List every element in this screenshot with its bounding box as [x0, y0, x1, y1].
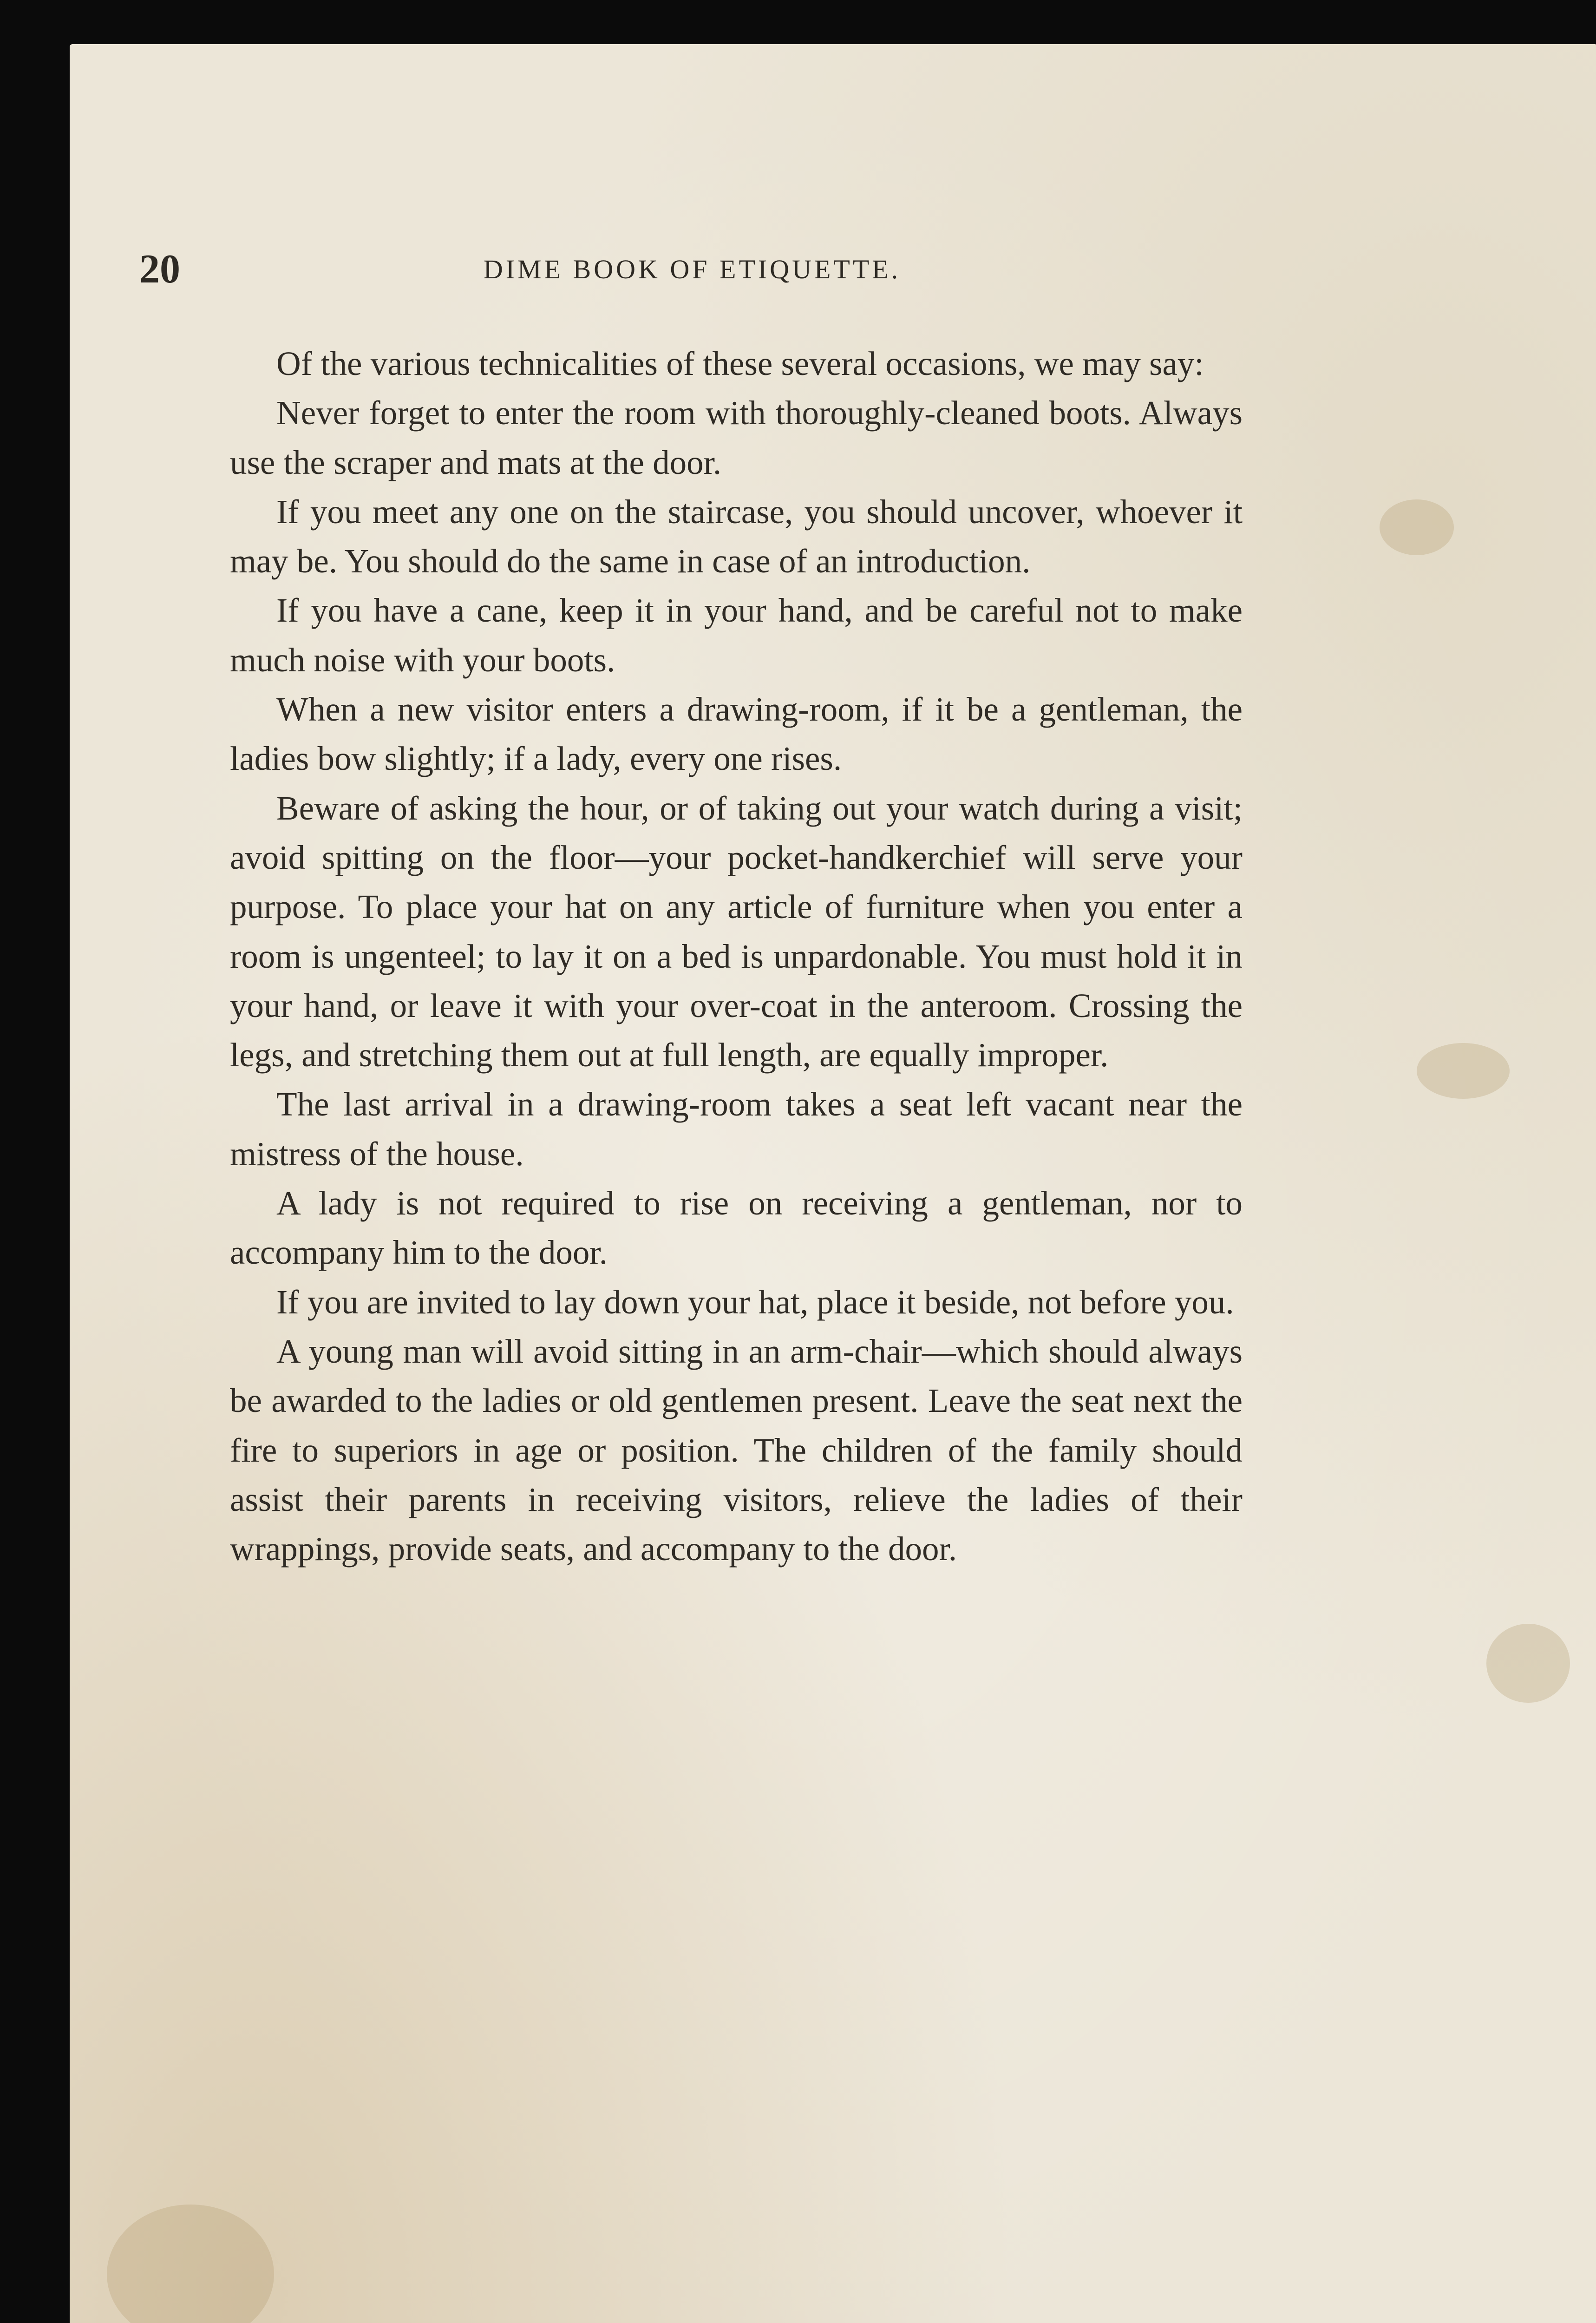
page-stain [1417, 1043, 1510, 1099]
paragraph: Never forget to enter the room with thoroughly-cleaned boots. Always use the scraper and mats at the door. [230, 394, 1243, 481]
running-head: DIME BOOK OF ETIQUETTE. [483, 254, 901, 284]
page-header [139, 244, 1245, 295]
body-text [230, 339, 1243, 1574]
paragraph: The last arrival in a drawing-room takes a seat left vacant near the mistress of the house. [230, 1085, 1243, 1173]
paragraph: If you have a cane, keep it in your hand, and be careful not to make much noise with your boots. [230, 591, 1243, 679]
paragraph: If you meet any one on the staircase, you should uncover, whoever it may be. You should do the same in case of an introduction. [230, 492, 1243, 580]
paragraph: A lady is not required to rise on receiving a gentleman, nor to accompany him to the door. [230, 1184, 1243, 1272]
page-stain [1486, 1624, 1570, 1703]
paragraph: Of the various technicalities of these several occasions, we may say: [276, 345, 1204, 382]
paragraph: Beware of asking the hour, or of taking out your watch during a visit; avoid spitting on the floor—your pocket-handkerchief will serve your purpose. To place your hat on any article of furniture when you enter a room is ungenteel; to lay it on a bed is unpardonable. You must hold it in your hand, or leave it with your over-coat in the anteroom. Crossing the legs, and stretching them out at full length, are equally improper. [230, 789, 1243, 1074]
page-number: 20 [139, 247, 180, 292]
paragraph: If you are invited to lay down your hat, place it beside, not before you. [276, 1283, 1234, 1321]
paragraph: A young man will avoid sitting in an arm-chair—which should always be awarded to the ladies or old gentlemen present. Leave the seat next the fire to superiors in age or position. The children of the family should assist their parents in receiving visitors, relieve the ladies of their wrappings, provide seats, and accompany to the door. [230, 1332, 1243, 1568]
paragraph: When a new visitor enters a drawing-room, if it be a gentleman, the ladies bow slightly; if a lady, every one rises. [230, 690, 1243, 778]
page-stain [107, 2205, 274, 2323]
page-stain [1380, 499, 1454, 555]
